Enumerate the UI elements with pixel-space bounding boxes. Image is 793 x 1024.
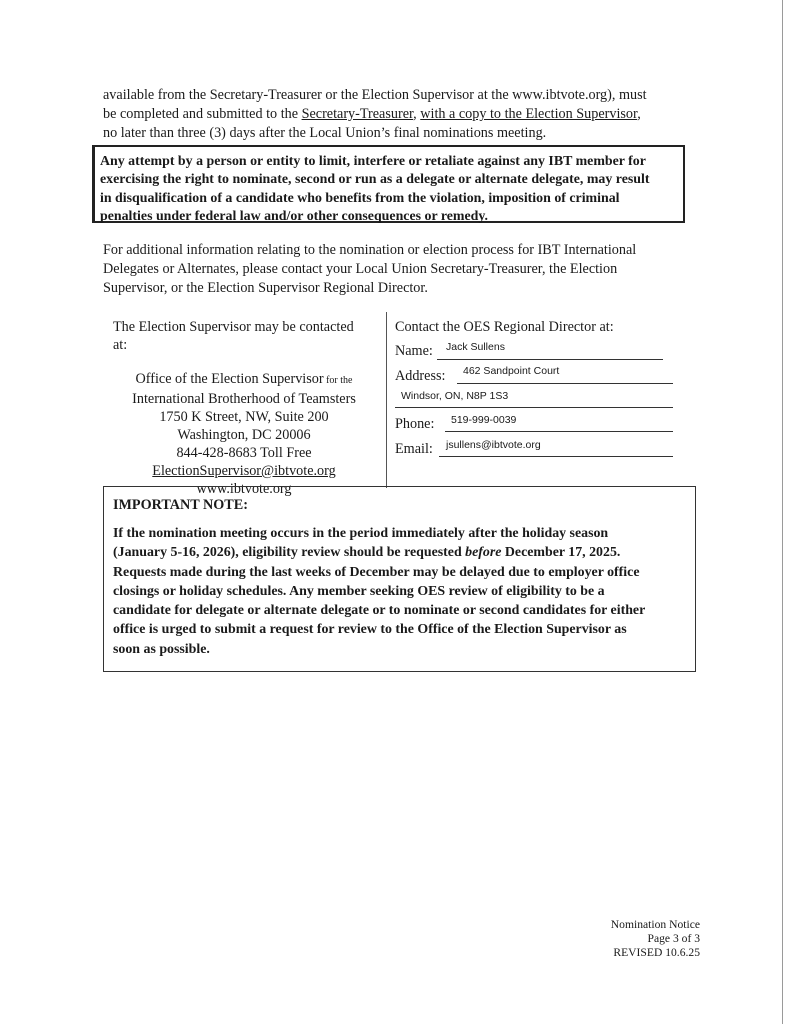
note-line-3: Requests made during the last weeks of December may be delayed due to employer office: [113, 564, 640, 580]
secretary-treasurer-reference: Secretary-Treasurer: [301, 106, 414, 122]
warning-line-2: exercising the right to nominate, second or run as a delegate or alternate delegate, may result: [100, 172, 650, 188]
regional-director-heading: Contact the OES Regional Director at:: [395, 319, 614, 335]
regional-director-contact: [395, 318, 675, 457]
additional-info-paragraph: [103, 241, 683, 298]
email-label: Email:: [395, 441, 433, 457]
email-underline: [439, 456, 673, 457]
email-field: [395, 441, 675, 461]
phone-field: [395, 416, 675, 436]
supervisor-intro-line-2: at:: [113, 337, 128, 353]
address-line-2-value: Windsor, ON, N8P 1S3: [401, 390, 509, 402]
submission-line-2-separator: ,: [413, 106, 421, 122]
email-value[interactable]: jsullens@ibtvote.org: [446, 439, 541, 451]
election-supervisor-copy-reference: with a copy to the Election Supervisor: [420, 106, 638, 122]
footer-revision: REVISED 10.6.25: [613, 946, 700, 959]
submission-line-2-prefix: be completed and submitted to the: [103, 106, 302, 122]
note-line-7: soon as possible.: [113, 641, 210, 657]
note-line-2-prefix: (January 5-16, 2026), eligibility review should be requested: [113, 545, 466, 561]
submission-line-2-suffix: ,: [637, 106, 641, 122]
submission-line-3: no later than three (3) days after the Local Union’s final nominations meeting.: [103, 125, 547, 141]
name-value: Jack Sullens: [446, 341, 505, 353]
supervisor-office-name: [113, 370, 375, 390]
supervisor-phone: 844-428-8683 Toll Free: [176, 445, 312, 461]
submission-line-2: [103, 105, 683, 124]
info-line-2: Delegates or Alternates, please contact your Local Union Secretary-Treasurer, the Election: [103, 261, 618, 277]
address-underline: [457, 383, 673, 384]
supervisor-office-block: [113, 370, 375, 498]
name-field: [395, 343, 675, 363]
phone-value: 519-999-0039: [451, 414, 517, 426]
election-supervisor-contact: [113, 318, 375, 498]
important-note-box: [103, 486, 696, 672]
address-line-2-underline: [395, 407, 673, 408]
supervisor-email-link[interactable]: ElectionSupervisor@ibtvote.org: [152, 463, 336, 479]
footer-document-title: Nomination Notice: [610, 918, 700, 931]
submission-paragraph: [103, 86, 683, 143]
warning-line-4: penalties under federal law and/or other consequences or remedy.: [100, 208, 489, 224]
phone-label: Phone:: [395, 416, 435, 432]
supervisor-street: 1750 K Street, NW, Suite 200: [159, 409, 329, 425]
office-name-main: Office of the Election Supervisor: [135, 371, 324, 387]
office-name-suffix: for the: [323, 375, 353, 386]
name-underline: [437, 359, 663, 360]
supervisor-intro-line-1: The Election Supervisor may be contacted: [113, 319, 354, 335]
supervisor-org-name: International Brotherhood of Teamsters: [132, 391, 356, 407]
important-note-body: [113, 524, 686, 659]
info-line-3: Supervisor, or the Election Supervisor Regional Director.: [103, 280, 428, 296]
name-label: Name:: [395, 343, 433, 359]
supervisor-website[interactable]: www.ibtvote.org: [196, 481, 292, 497]
info-line-1: For additional information relating to the nomination or election process for IBT International: [103, 242, 637, 258]
contact-column-divider: [386, 312, 387, 488]
warning-line-3: in disqualification of a candidate who benefits from the violation, imposition of criminal: [100, 190, 620, 206]
footer-page-number: Page 3 of 3: [647, 932, 700, 945]
submission-line-1: available from the Secretary-Treasurer or the Election Supervisor at the www.ibtvote.org), must: [103, 87, 647, 103]
retaliation-warning-box: [92, 145, 685, 223]
address-line-2-field: [395, 390, 675, 410]
address-value: 462 Sandpoint Court: [463, 365, 560, 377]
important-note-title: IMPORTANT NOTE:: [113, 497, 248, 513]
supervisor-city: Washington, DC 20006: [177, 427, 311, 443]
note-line-2: [113, 543, 686, 562]
warning-line-1: Any attempt by a person or entity to limit, interfere or retaliate against any IBT member for: [100, 154, 646, 169]
note-emphasis-before: before: [465, 545, 502, 561]
note-line-2-suffix: December 17, 2025.: [501, 545, 621, 561]
note-line-4: closings or holiday schedules. Any member seeking OES review of eligibility to be a: [113, 583, 605, 599]
note-line-6: office is urged to submit a request for review to the Office of the Election Supervisor as: [113, 622, 627, 638]
address-label: Address:: [395, 368, 446, 384]
note-line-1: If the nomination meeting occurs in the period immediately after the holiday season: [113, 526, 609, 541]
note-line-5: candidate for delegate or alternate delegate or to nominate or second candidates for either: [113, 603, 646, 619]
page-footer: [611, 918, 700, 960]
page-edge-line: [782, 0, 783, 1024]
phone-underline: [445, 431, 673, 432]
address-field: [395, 365, 675, 388]
